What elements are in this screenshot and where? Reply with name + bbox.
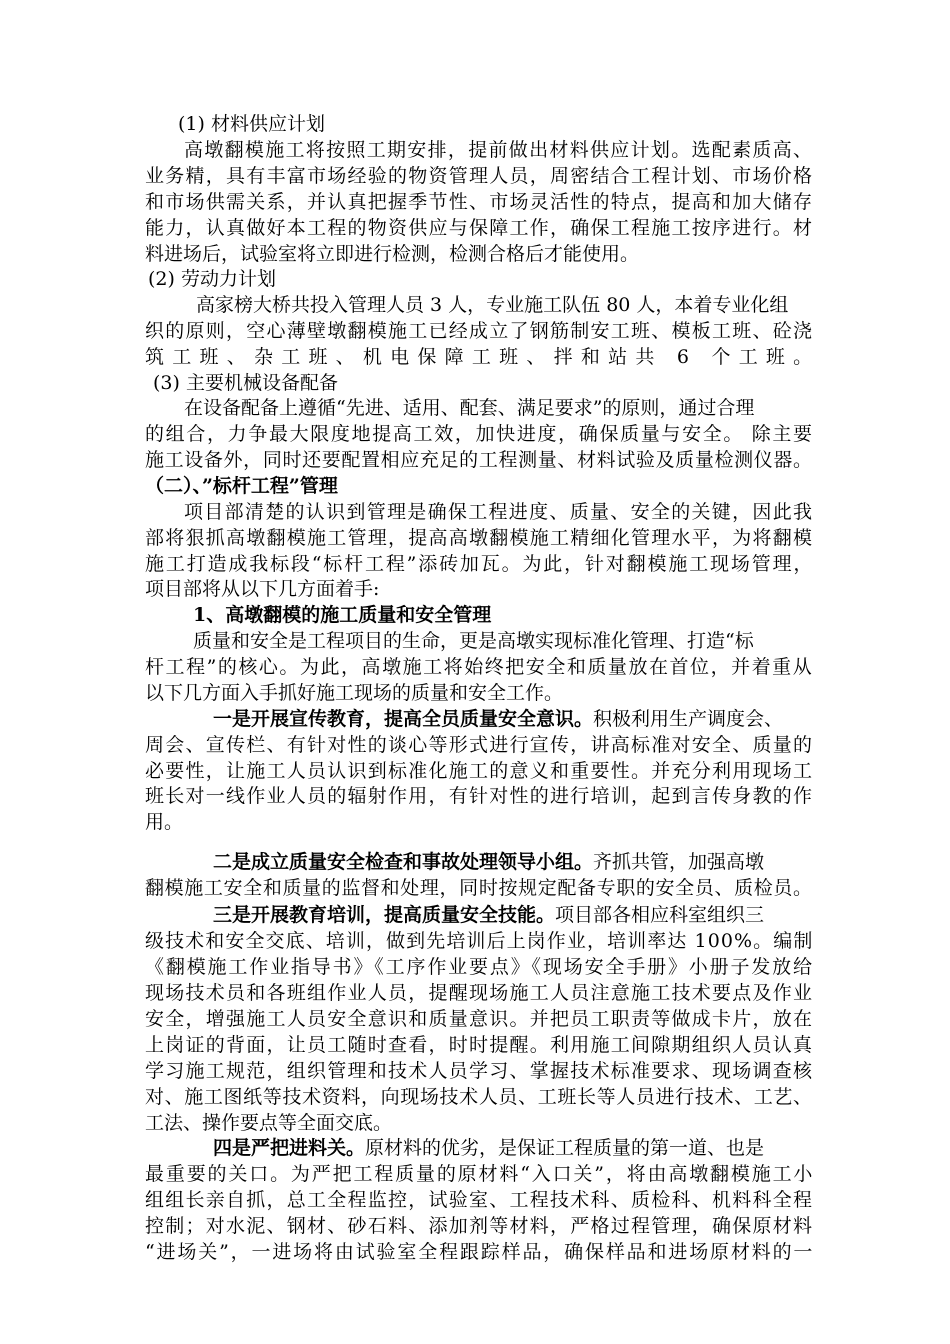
bold-run: 二是成立质量安全检查和事故处理领导小组。 bbox=[213, 851, 594, 873]
text-run: 部将狠抓高墩翻模施工管理，提高高墩翻模施工精细化管理水平，为将翻模 bbox=[145, 527, 814, 549]
text-run: 项目部清楚的认识到管理是确保工程进度、质量、安全的关键，因此我 bbox=[184, 501, 814, 523]
text-run: 最重要的关口。为严把工程质量的原材料“入口关”，将由高墩翻模施工小 bbox=[145, 1163, 815, 1185]
text-line bbox=[145, 654, 813, 680]
text-run: 《翻模施工作业指导书》《工序作业要点》《现场安全手册》小册子发放给 bbox=[145, 956, 814, 978]
text-line bbox=[193, 602, 491, 628]
bold-run: 一是开展宣传教育，提高全员质量安全意识。 bbox=[213, 708, 594, 730]
text-line bbox=[145, 447, 813, 473]
text-line bbox=[145, 980, 813, 1006]
text-run: 高家榜大桥共投入管理人员 3 人，专业施工队伍 80 人，本着专业化组 bbox=[196, 294, 789, 316]
text-line bbox=[184, 499, 813, 525]
bold-run: （二）、”标杆工程”管理 bbox=[145, 475, 338, 497]
text-run: 工法、操作要点等全面交底。 bbox=[145, 1112, 393, 1134]
text-line bbox=[184, 395, 754, 421]
text-run: 在设备配备上遵循“先进、适用、配套、满足要求”的原则，通过合理 bbox=[184, 397, 755, 419]
text-run: 的组合，力争最大限度地提高工效，加快进度，确保质量与安全。 除主要 bbox=[145, 423, 814, 445]
text-line bbox=[145, 732, 813, 758]
text-run: 积极利用生产调度会、 bbox=[593, 708, 784, 730]
text-line bbox=[145, 473, 338, 499]
text-run: 高墩翻模施工将按照工期安排，提前做出材料供应计划。选配素质高、 bbox=[184, 139, 814, 161]
text-run: 班长对一线作业人员的辐射作用，有针对性的进行培训，起到言传身教的作 bbox=[145, 785, 814, 807]
text-line bbox=[145, 875, 813, 901]
text-run: 上岗证的背面，让员工随时查看，时时提醒。利用施工间隙期组织人员认真 bbox=[145, 1034, 814, 1056]
text-run: 施工打造成我标段“标杆工程”添砖加瓦。为此，针对翻模施工现场管理， bbox=[145, 553, 815, 575]
text-line bbox=[145, 1032, 813, 1058]
text-run: 和市场供需关系，并认真把握季节性、市场灵活性的特点，提高和加大储存 bbox=[145, 191, 814, 213]
text-line bbox=[145, 421, 814, 447]
text-run: 以下几方面入手抓好施工现场的质量和安全工作。 bbox=[145, 682, 564, 704]
text-line bbox=[193, 628, 754, 654]
text-run: (2) 劳动力计划 bbox=[148, 268, 276, 290]
text-line bbox=[145, 928, 813, 954]
bold-run: 三是开展教育培训，提高质量安全技能。 bbox=[213, 904, 556, 926]
text-run: 组组长亲自抓，总工全程监控，试验室、工程技术科、质检科、机料科全程 bbox=[145, 1189, 814, 1211]
text-line bbox=[145, 576, 379, 602]
bold-run: 1、高墩翻模的施工质量和安全管理 bbox=[193, 604, 492, 626]
text-line bbox=[145, 525, 813, 551]
text-line bbox=[145, 1213, 813, 1239]
text-line bbox=[145, 1058, 813, 1084]
text-line bbox=[145, 758, 813, 784]
bold-run: 四是严把进料关。 bbox=[213, 1137, 366, 1159]
text-line bbox=[145, 954, 814, 980]
text-run: 对、施工图纸等技术资料，向现场技术人员、工班长等人员进行技术、工艺、 bbox=[145, 1086, 813, 1108]
text-run: 杆工程”的核心。为此，高墩施工将始终把安全和质量放在首位，并着重从 bbox=[145, 656, 814, 678]
text-run: 周会、宣传栏、有针对性的谈心等形式进行宣传，讲高标准对安全、质量的 bbox=[145, 734, 814, 756]
text-run: 织的原则，空心薄壁墩翻模施工已经成立了钢筋制安工班、模板工班、砼浇 bbox=[145, 320, 814, 342]
text-line bbox=[145, 1161, 814, 1187]
text-line bbox=[145, 1187, 813, 1213]
text-run: 必要性，让施工人员认识到标准化施工的意义和重要性。并充分利用现场工 bbox=[145, 760, 814, 782]
text-run: 级技术和安全交底、培训，做到先培训后上岗作业，培训率达 100%。编制 bbox=[145, 930, 814, 952]
text-run: 料进场后，试验室将立即进行检测，检测合格后才能使用。 bbox=[145, 243, 640, 265]
text-run: 安全，增强施工人员安全意识和质量意识。并把员工职责等做成卡片，放在 bbox=[145, 1008, 814, 1030]
text-line bbox=[145, 241, 639, 267]
text-line bbox=[145, 551, 814, 577]
text-line bbox=[145, 344, 820, 370]
text-run: 现场技术员和各班组作业人员，提醒现场施工人员注意施工技术要点及作业 bbox=[145, 982, 814, 1004]
text-run: 项目部各相应科室组织三 bbox=[555, 904, 765, 926]
text-line bbox=[145, 809, 183, 835]
text-run: 学习施工规范，组织管理和技术人员学习、掌握技术标准要求、现场调查核 bbox=[145, 1060, 814, 1082]
text-line bbox=[145, 1110, 392, 1136]
text-run: 控制；对水泥、钢材、砂石料、添加剂等材料，严格过程管理，确保原材料 bbox=[145, 1215, 814, 1237]
text-run: 施工设备外，同时还要配置相应充足的工程测量、材料试验及质量检测仪器。 bbox=[145, 449, 813, 471]
text-line bbox=[145, 1006, 813, 1032]
text-line bbox=[213, 706, 783, 732]
text-line bbox=[213, 902, 764, 928]
text-run: 用。 bbox=[145, 811, 184, 833]
text-run: 业务精，具有丰富市场经验的物资管理人员，周密结合工程计划、市场价格 bbox=[145, 165, 814, 187]
text-run: 项目部将从以下几方面着手: bbox=[145, 578, 380, 600]
text-line bbox=[145, 1084, 813, 1110]
text-line bbox=[145, 1239, 814, 1265]
text-line bbox=[178, 111, 325, 137]
text-line bbox=[145, 783, 813, 809]
text-line bbox=[145, 163, 813, 189]
text-run: 质量和安全是工程项目的生命，更是高墩实现标准化管理、打造“标 bbox=[193, 630, 754, 652]
text-run: (1) 材料供应计划 bbox=[178, 113, 325, 135]
text-line bbox=[145, 189, 813, 215]
text-line bbox=[213, 1135, 764, 1161]
text-line bbox=[184, 137, 813, 163]
text-line bbox=[196, 292, 788, 318]
text-line bbox=[153, 370, 338, 396]
text-line bbox=[145, 680, 563, 706]
text-line bbox=[145, 215, 813, 241]
text-line bbox=[148, 266, 276, 292]
text-run: “进场关”，一进场将由试验室全程跟踪样品，确保样品和进场原材料的一 bbox=[145, 1241, 815, 1263]
text-run: 齐抓共管，加强高墩 bbox=[593, 851, 765, 873]
text-run: 筑工班、杂工班、机电保障工班、拌和站共 6 个工班。 bbox=[145, 346, 821, 368]
text-line bbox=[213, 849, 764, 875]
text-run: 原材料的优劣，是保证工程质量的第一道、也是 bbox=[365, 1137, 765, 1159]
text-line bbox=[145, 318, 813, 344]
text-run: (3) 主要机械设备配备 bbox=[153, 372, 338, 394]
text-run: 能力，认真做好本工程的物资供应与保障工作，确保工程施工按序进行。材 bbox=[145, 217, 814, 239]
text-run: 翻模施工安全和质量的监督和处理，同时按规定配备专职的安全员、质检员。 bbox=[145, 877, 813, 899]
